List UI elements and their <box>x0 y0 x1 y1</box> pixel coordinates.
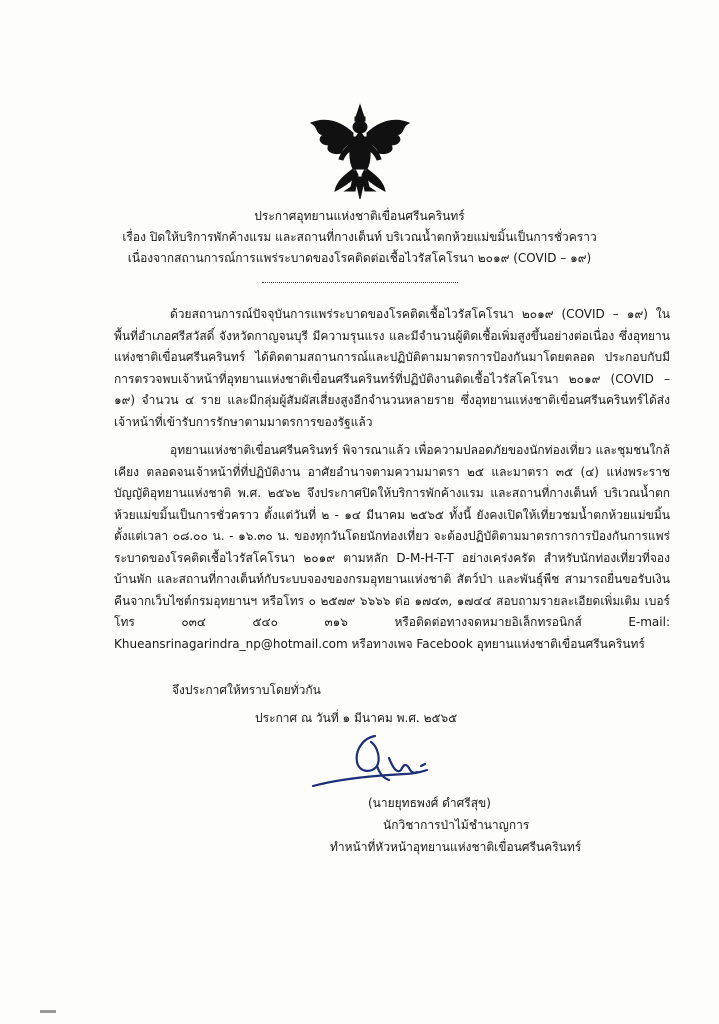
body-paragraph-2: อุทยานแห่งชาติเขื่อนศรีนครินทร์ พิจารณาแล้ว เพื่อความปลอดภัยของนักท่องเที่ยว และชุมชนใกล้เคียง ตลอดจนเจ้าหน้าที่ที่ปฏิบัติงาน อาศัยอำนาจตามความมาตรา ๒๕ และมาตรา ๓๕ (๔) แห่งพระราชบัญญัติอุทยานแห่งชาติ พ.ศ. ๒๕๖๒ จึงประกาศปิดให้บริการพักค้างแรม และสถานที่กางเต็นท์ บริเวณน้ำตกห้วยแม่ขมิ้นเป็นการชั่วคราว ตั้งแต่วันที่ ๒ - ๑๔ มีนาคม ๒๕๖๕ ทั้งนี้ ยังคงเปิดให้เที่ยวชมน้ำตกห้วยแม่ขมิ้น ตั้งแต่เวลา ๐๘.๐๐ น. - ๑๖.๓๐ น. ของทุกวันโดยนักท่องเที่ยว จะต้องปฏิบัติตามมาตรการการป้องกันการแพร่ระบาดของโรคติดเชื้อไวรัสโคโรนา ๒๐๑๙ ตามหลัก D-M-H-T-T อย่างเคร่งครัด สำหรับนักท่องเที่ยวที่จองบ้านพัก และสถานที่กางเต็นท์กับระบบจองของกรมอุทยานแห่งชาติ สัตว์ป่า และพันธุ์พืช สามารถยื่นขอรับเงินคืนจากเว็บไซต์กรมอุทยานฯ หรือโทร ๐ ๒๕๗๙ ๖๖๖๖ ต่อ ๑๗๔๓, ๑๗๔๔ สอบถามรายละเอียดเพิ่มเติม เบอร์โทร ๐๓๔ ๕๔๐ ๓๑๖ หรือติดต่อทางจดหมายอิเล็กทรอนิกส์ E-mail: Khueansrinagarindra_np@hotmail.com หรือทางเพจ Facebook อุทยานแห่งชาติเขื่อนศรีนครินทร์ <box>114 443 670 651</box>
page-edge-mark <box>40 1010 56 1013</box>
signatory-role: ทำหน้าที่หัวหน้าอุทยานแห่งชาติเขื่อนศรีนครินทร์ <box>330 840 582 854</box>
body-paragraph-1: ด้วยสถานการณ์ปัจจุบันการแพร่ระบาดของโรคติดเชื้อไวรัสโคโรนา ๒๐๑๙ (COVID – ๑๙) ในพื้นที่อำเภอศรีสวัสดิ์ จังหวัดกาญจนบุรี มีความรุนแรง และมีจำนวนผู้ติดเชื้อเพิ่มสูงขึ้นอย่างต่อเนื่อง ซึ่งอุทยานแห่งชาติเขื่อนศรีนครินทร์ ได้ติดตามสถานการณ์และปฏิบัติตามมาตรการป้องกันมาโดยตลอด ประกอบกับมีการตรวจพบเจ้าหน้าที่อุทยานแห่งชาติเขื่อนศรีนครินทร์ที่ปฏิบัติงานติดเชื้อไวรัสโคโรนา ๒๐๑๙ (COVID – ๑๙) จำนวน ๔ ราย และมีกลุ่มผู้สัมผัสเสี่ยงสูงอีกจำนวนหลายราย ซึ่งอุทยานแห่งชาติเขื่อนศรีนครินทร์ได้ส่งเจ้าหน้าที่เข้ารับการรักษาตามมาตรการของรัฐแล้ว <box>114 307 670 429</box>
handwritten-signature <box>305 728 430 798</box>
signatory-name: (นายยุทธพงศ์ ดำศรีสุข) <box>368 796 491 810</box>
announcement-date: ประกาศ ณ วันที่ ๑ มีนาคม พ.ศ. ๒๕๖๕ <box>255 711 458 725</box>
announcement-title: ประกาศอุทยานแห่งชาติเขื่อนศรีนครินทร์ <box>254 209 465 223</box>
signatory-position: นักวิชาการป่าไม้ชำนาญการ <box>383 818 530 832</box>
garuda-emblem-icon <box>305 103 415 203</box>
dotted-divider <box>262 282 458 283</box>
closing-announce: จึงประกาศให้ทราบโดยทั่วกัน <box>172 683 321 697</box>
announcement-subject: เรื่อง ปิดให้บริการพักค้างแรม และสถานที่กางเต็นท์ บริเวณน้ำตกห้วยแม่ขมิ้นเป็นการชั่วคราว <box>122 230 597 244</box>
announcement-reason: เนื่องจากสถานการณ์การแพร่ระบาดของโรคติดต่อเชื้อไวรัสโคโรนา ๒๐๑๙ (COVID – ๑๙) <box>127 251 592 265</box>
